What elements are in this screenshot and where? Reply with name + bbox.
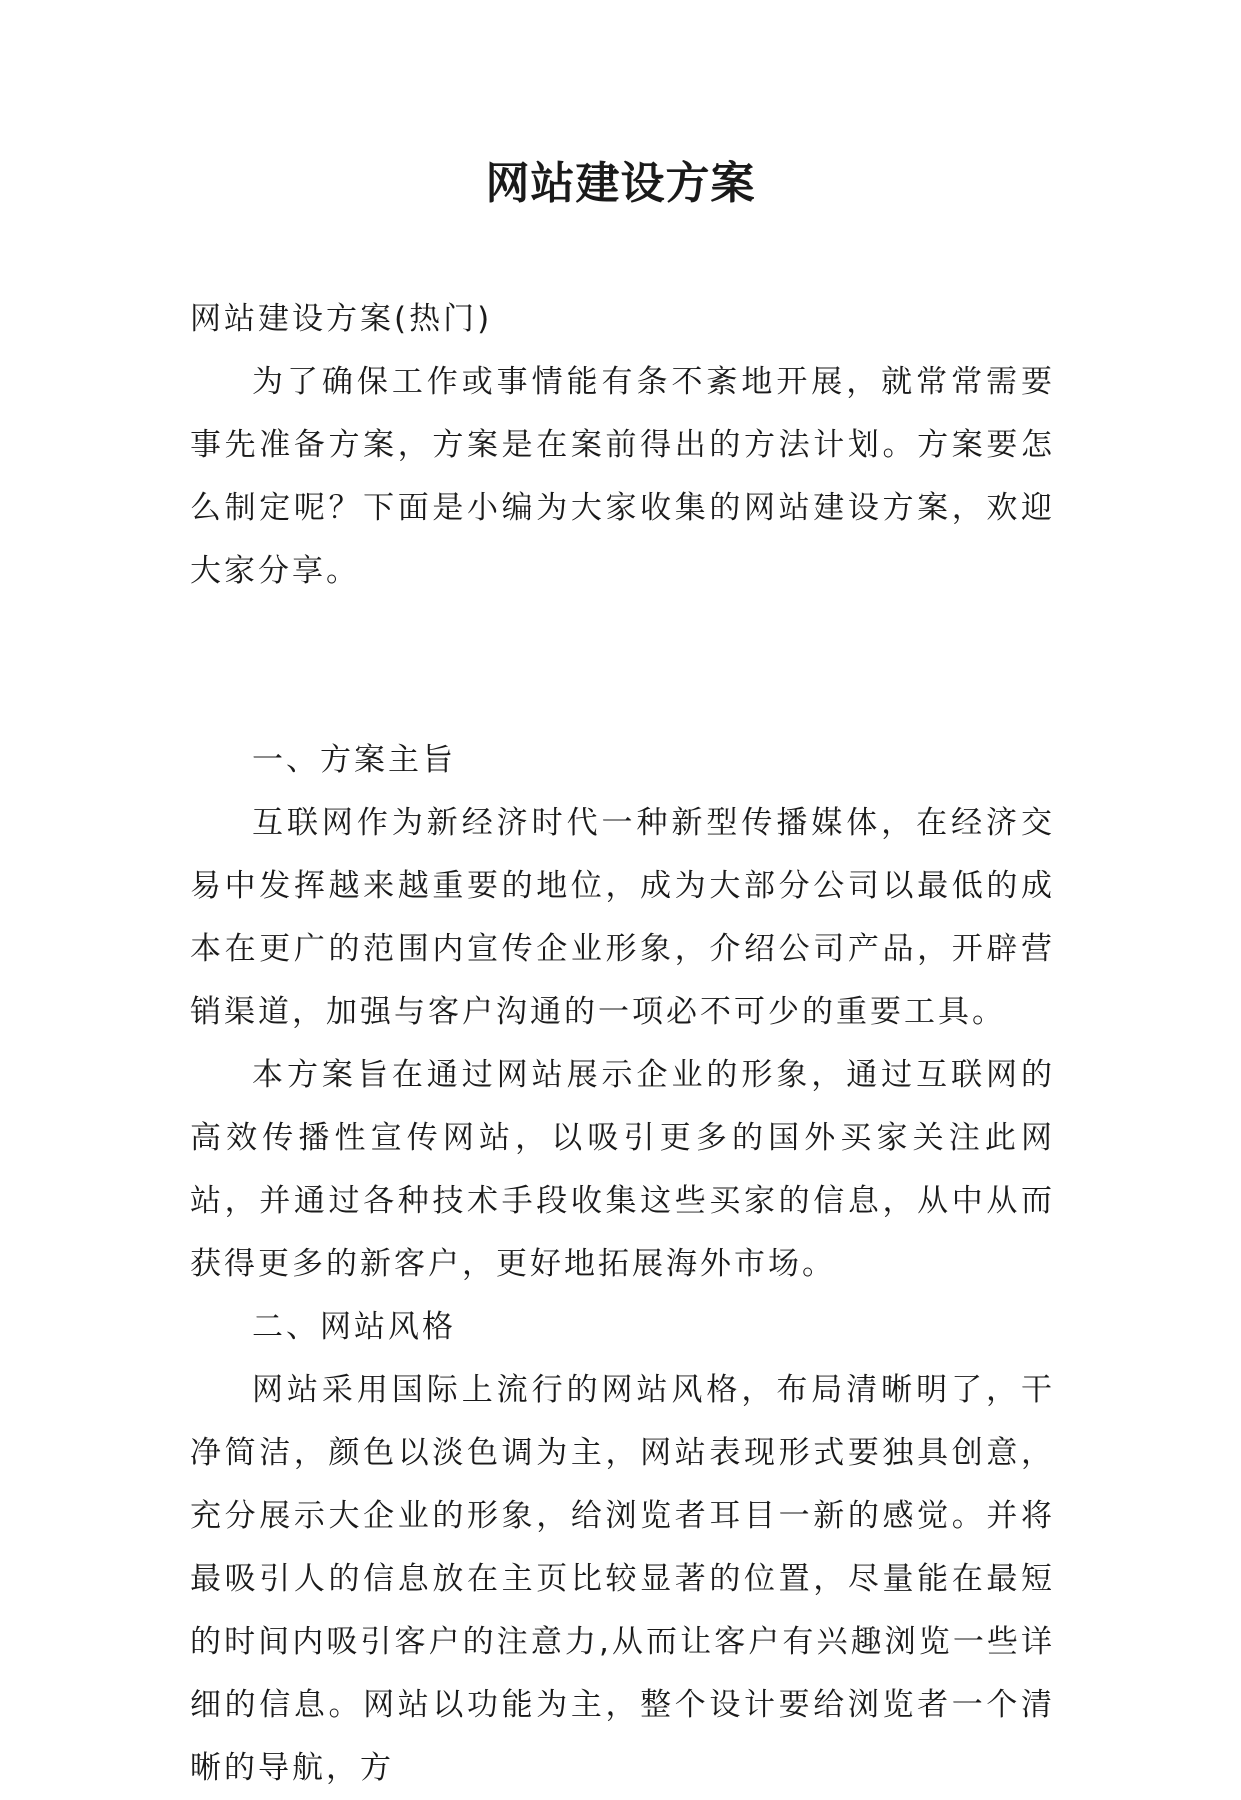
section-gap <box>190 603 1055 729</box>
intro-paragraph: 为了确保工作或事情能有条不紊地开展，就常常需要事先准备方案，方案是在案前得出的方法计划。方案要怎么制定呢？下面是小编为大家收集的网站建设方案，欢迎大家分享。 <box>190 364 1055 589</box>
body-paragraph: 本方案旨在通过网站展示企业的形象，通过互联网的高效传播性宣传网站，以吸引更多的国外买家关注此网站，并通过各种技术手段收集这些买家的信息，从中从而获得更多的新客户，更好地拓展海外市场。 <box>190 1057 1055 1282</box>
document-title: 网站建设方案 <box>485 158 756 209</box>
document-body <box>190 288 1055 1800</box>
document-subtitle: 网站建设方案(热门) <box>190 301 493 337</box>
body-paragraph: 网站采用国际上流行的网站风格，布局清晰明了，干净简洁，颜色以淡色调为主，网站表现形式要独具创意，充分展示大企业的形象，给浏览者耳目一新的感觉。并将最吸引人的信息放在主页比较显著的位置，尽量能在最短的时间内吸引客户的注意力,从而让客户有兴趣浏览一些详细的信息。网站以功能为主，整个设计要给浏览者一个清晰的导航，方 <box>190 1372 1055 1786</box>
body-paragraph: 互联网作为新经济时代一种新型传播媒体，在经济交易中发挥越来越重要的地位，成为大部分公司以最低的成本在更广的范围内宣传企业形象，介绍公司产品，开辟营销渠道，加强与客户沟通的一项必不可少的重要工具。 <box>190 805 1055 1030</box>
section-heading-1: 一、方案主旨 <box>252 742 456 778</box>
section-heading-2: 二、网站风格 <box>252 1309 456 1345</box>
